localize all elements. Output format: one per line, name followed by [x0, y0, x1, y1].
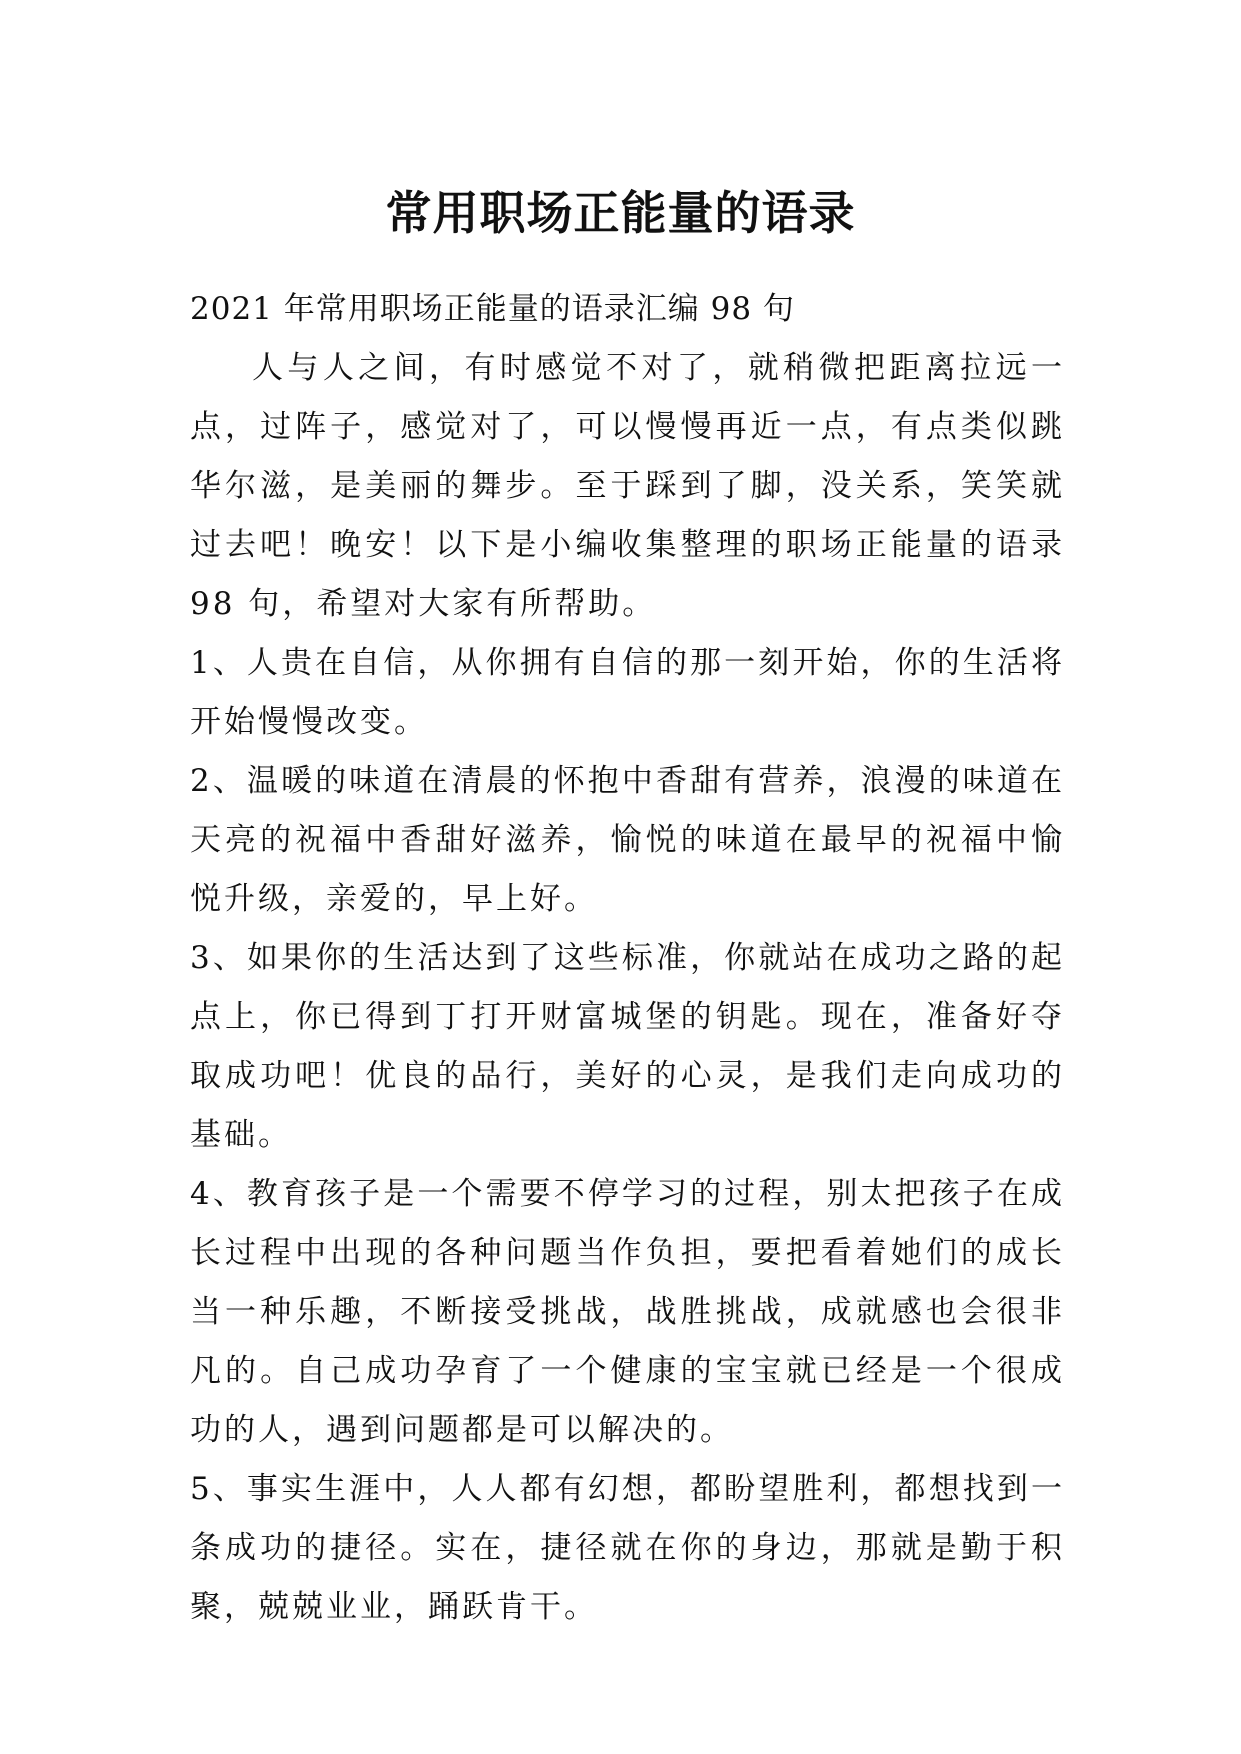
quote-item-4: 4、教育孩子是一个需要不停学习的过程，别太把孩子在成长过程中出现的各种问题当作负担，要把看着她们的成长当一种乐趣，不断接受挑战，战胜挑战，成就感也会很非凡的。自己成功孕育了一个健康的宝宝就已经是一个很成功的人，遇到问题都是可以解决的。: [190, 1176, 1065, 1448]
intro-paragraph: 人与人之间，有时感觉不对了，就稍微把距离拉远一点，过阵子，感觉对了，可以慢慢再近一点，有点类似跳华尔滋，是美丽的舞步。至于踩到了脚，没关系，笑笑就过去吧！晚安！以下是小编收集整理的职场正能量的语录 98 句，希望对大家有所帮助。: [190, 350, 1065, 622]
quote-item-1: 1、人贵在自信，从你拥有自信的那一刻开始，你的生活将开始慢慢改变。: [190, 645, 1065, 740]
document-body: [190, 280, 1065, 1637]
document-subtitle: 2021 年常用职场正能量的语录汇编 98 句: [190, 291, 795, 327]
quote-item-2: 2、温暖的味道在清晨的怀抱中香甜有营养，浪漫的味道在天亮的祝福中香甜好滋养，愉悦的味道在最早的祝福中愉悦升级，亲爱的，早上好。: [190, 763, 1065, 917]
document-title: 常用职场正能量的语录: [385, 185, 856, 240]
quote-item-5: 5、事实生涯中，人人都有幻想，都盼望胜利，都想找到一条成功的捷径。实在，捷径就在你的身边，那就是勤于积聚，兢兢业业，踊跃肯干。: [190, 1471, 1065, 1625]
quote-item-3: 3、如果你的生活达到了这些标准，你就站在成功之路的起点上，你已得到丁打开财富城堡的钥匙。现在，准备好夺取成功吧！优良的品行，美好的心灵，是我们走向成功的基础。: [190, 940, 1065, 1153]
